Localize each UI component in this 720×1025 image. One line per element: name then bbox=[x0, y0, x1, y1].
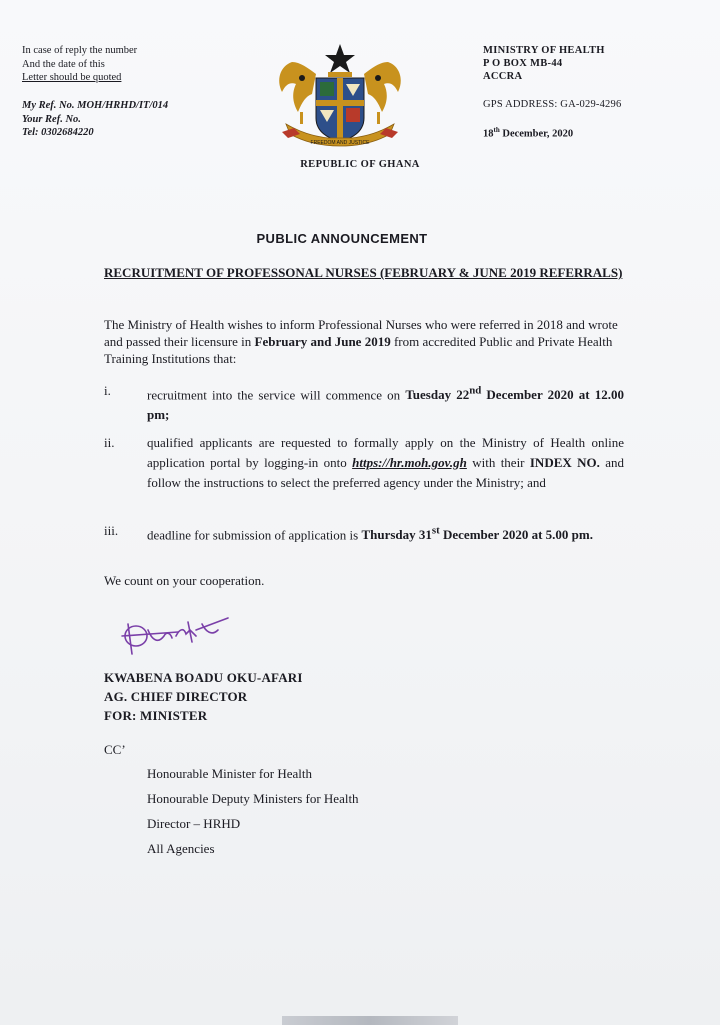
item-sup: nd bbox=[469, 385, 482, 397]
reply-line-3: Letter should be quoted bbox=[22, 72, 122, 83]
signature-icon bbox=[118, 610, 233, 660]
item-text-plain: deadline for submission of application is bbox=[147, 527, 362, 543]
telephone: Tel: 0302684220 bbox=[22, 127, 94, 138]
item-text-plain: qualified applicants are requested to formally apply on the Ministry of Health online application portal by logging-in onto bbox=[147, 435, 624, 470]
cc-item: Honourable Deputy Ministers for Health bbox=[147, 791, 359, 806]
scan-artifact bbox=[282, 1016, 458, 1025]
ministry-address bbox=[483, 44, 605, 83]
date-day: 18 bbox=[483, 128, 494, 140]
signatory-block bbox=[104, 668, 303, 725]
intro-text-2: from accredited Public and Private Health Training Institutions that: bbox=[104, 334, 613, 366]
item-bold-2: December 2020 at 12.00 pm; bbox=[147, 387, 624, 423]
reply-line-2: And the date of this bbox=[22, 58, 105, 70]
coat-of-arms-motto: FREEDOM AND JUSTICE bbox=[310, 140, 370, 146]
cc-label: CC’ bbox=[104, 742, 126, 757]
cc-item: Honourable Minister for Health bbox=[147, 766, 312, 781]
signatory-name: KWABENA BOADU OKU-AFARI bbox=[104, 670, 303, 685]
gps-address: GPS ADDRESS: GA-029-4296 bbox=[483, 99, 622, 110]
ministry-name: MINISTRY OF HEALTH bbox=[483, 45, 605, 56]
republic-label: REPUBLIC OF GHANA bbox=[300, 159, 420, 170]
subject-heading: RECRUITMENT OF PROFESSONAL NURSES (FEBRUARY & JUNE 2019 REFERRALS) bbox=[104, 265, 623, 280]
item-text bbox=[147, 381, 624, 425]
item-bold: Thursday 31 bbox=[361, 527, 432, 543]
signatory-role: AG. CHIEF DIRECTOR bbox=[104, 689, 248, 704]
item-bold: Tuesday 22 bbox=[405, 387, 470, 403]
item-bold: INDEX NO. bbox=[529, 455, 600, 470]
my-reference: My Ref. No. MOH/HRHD/IT/014 bbox=[22, 100, 169, 111]
item-bold-2: December 2020 at 5.00 pm. bbox=[439, 527, 593, 543]
coat-of-arms-icon bbox=[272, 40, 408, 156]
reply-line-1: In case of reply the number bbox=[22, 45, 138, 56]
item-text bbox=[147, 521, 624, 545]
intro-bold: February and June 2019 bbox=[254, 334, 391, 349]
letter-date bbox=[483, 126, 573, 140]
item-sup: st bbox=[431, 525, 440, 537]
date-rest: December, 2020 bbox=[499, 128, 574, 140]
cc-list bbox=[147, 761, 359, 861]
item-number: ii. bbox=[104, 435, 115, 450]
item-text-plain-3: and follow the instructions to select the preferred agency under the Ministry; and bbox=[147, 455, 624, 490]
item-number: iii. bbox=[104, 523, 119, 538]
intro-paragraph bbox=[104, 316, 624, 367]
city: ACCRA bbox=[483, 71, 523, 82]
po-box: P O BOX MB-44 bbox=[483, 58, 563, 69]
intro-text-1: The Ministry of Health wishes to inform Professional Nurses who were referred in 2018 and wrote and passed their licensure in bbox=[104, 317, 618, 349]
item-text bbox=[147, 433, 624, 493]
reference-block bbox=[22, 99, 168, 140]
signatory-for: FOR: MINISTER bbox=[104, 708, 208, 723]
date-suffix: th bbox=[493, 126, 500, 134]
reply-instructions bbox=[22, 44, 137, 85]
cc-item: Director – HRHD bbox=[147, 816, 241, 831]
closing-line: We count on your cooperation. bbox=[104, 573, 265, 588]
item-text-plain-2: with their bbox=[466, 455, 530, 470]
cc-item: All Agencies bbox=[147, 841, 215, 856]
announcement-title: PUBLIC ANNOUNCEMENT bbox=[256, 231, 428, 246]
portal-link[interactable]: https://hr.moh.gov.gh bbox=[352, 455, 467, 470]
item-number: i. bbox=[104, 383, 111, 398]
item-text-plain: recruitment into the service will commence on bbox=[147, 387, 406, 403]
your-reference: Your Ref. No. bbox=[22, 113, 81, 125]
